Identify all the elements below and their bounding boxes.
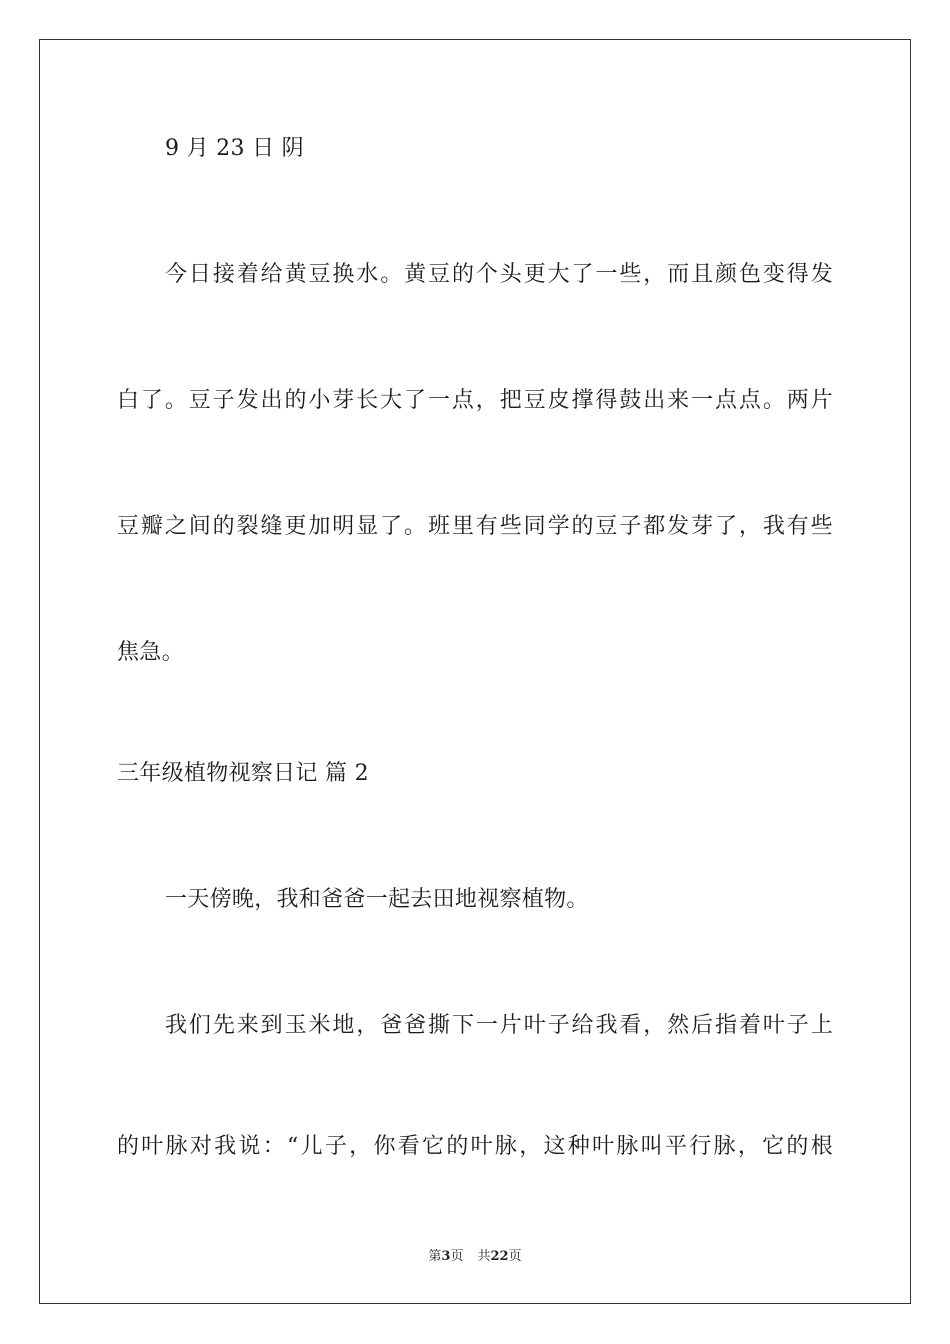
paragraph-line: 的叶脉对我说：“儿子，你看它的叶脉，这种叶脉叫平行脉，它的根 xyxy=(117,1134,833,1159)
total-suffix: 页 xyxy=(508,1249,522,1264)
total-pages-number: 22 xyxy=(490,1249,509,1264)
paragraph-line: 我们先来到玉米地，爸爸撕下一片叶子给我看，然后指着叶子上 xyxy=(165,1013,833,1038)
total-prefix: 共 xyxy=(477,1249,491,1264)
page-prefix: 第 xyxy=(428,1249,442,1264)
paragraph-line: 白了。豆子发出的小芽长大了一点，把豆皮撑得鼓出来一点点。两片 xyxy=(117,388,833,413)
page-footer xyxy=(0,1248,950,1266)
section-heading: 三年级植物视察日记 篇 2 xyxy=(117,761,369,786)
page-suffix: 页 xyxy=(450,1249,464,1264)
paragraph-line: 焦急。 xyxy=(117,640,184,665)
current-page-number: 3 xyxy=(441,1249,451,1264)
date-weather-line: 9 月 23 日 阴 xyxy=(165,136,304,161)
paragraph-line: 豆瓣之间的裂缝更加明显了。班里有些同学的豆子都发芽了，我有些 xyxy=(117,514,833,539)
paragraph-line: 一天傍晚，我和爸爸一起去田地视察植物。 xyxy=(165,887,589,912)
page-border xyxy=(39,39,911,1304)
paragraph-line: 今日接着给黄豆换水。黄豆的个头更大了一些，而且颜色变得发 xyxy=(165,262,833,287)
